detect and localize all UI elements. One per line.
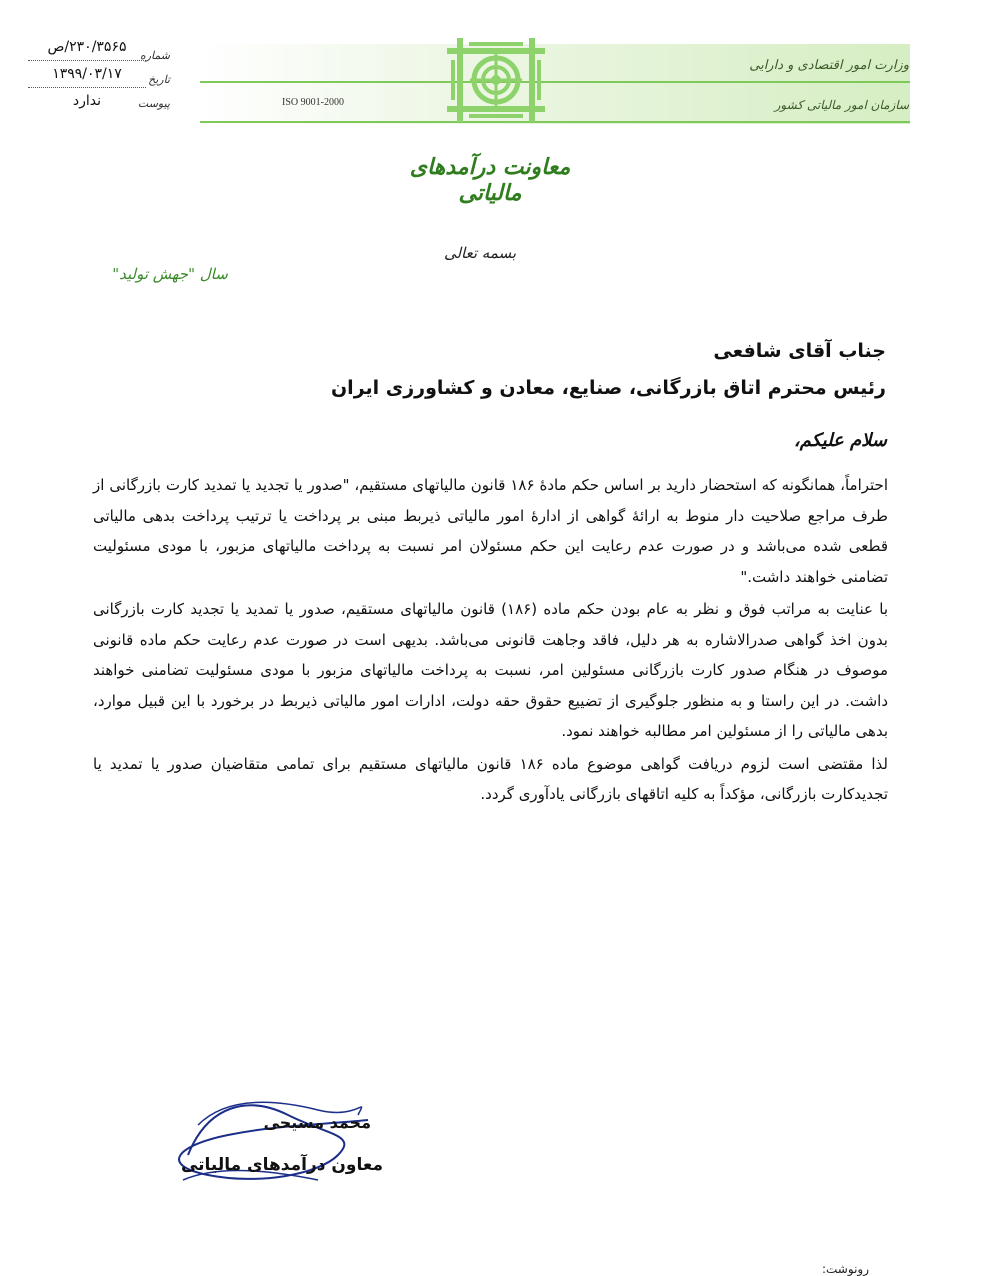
handwritten-signature [168, 1085, 378, 1195]
letter-body [93, 470, 888, 810]
header-band [200, 44, 910, 124]
recipient-title: رئیس محترم اتاق بازرگانی، صنایع، معادن و کشاورزی ایران [330, 377, 886, 399]
body-paragraph-1: احتراماً، همانگونه که استحضار دارید بر اساس حکم مادهٔ ۱۸۶ قانون مالیاتهای مستقیم، "صدور یا تجدید یا تمدید کارت بازرگانی از طرف مراجع صلاحیت دار منوط به ارائهٔ گواهی از ادارهٔ امور مالیاتی ذیربط مبنی بر پرداخت یا ترتیب پرداخت بدهی مالیاتی قطعی شده می‌باشد و در صورت عدم رعایت این حکم مسئولان امر نسبت به پرداخت مالیاتهای مزبور، با مودی مسئولیت تضامنی خواهند داشت." [93, 476, 888, 586]
bismillah: بسمه تعالی [443, 244, 517, 262]
header-divider-bottom [200, 121, 910, 123]
letter-meta-labels [137, 44, 170, 116]
body-paragraph-3: لذا مقتضی است لزوم دریافت گواهی موضوع ماده ۱۸۶ قانون مالیاتهای مستقیم برای تمامی متقاضیان صدور یا تمدید یا تجدیدکارت بازرگانی، مؤکداً به کلیه اتاقهای بازرگانی یادآوری گردد. [93, 754, 888, 803]
letter-attachment: ندارد [72, 93, 102, 109]
letter-date: ۱۳۹۹/۰۳/۱۷ [28, 61, 146, 88]
department-title: معاونت درآمدهای مالیاتی [409, 154, 571, 206]
iran-tax-organization-emblem-icon [447, 38, 545, 122]
letter-meta-values [28, 34, 146, 114]
letter-number: ۲۳۰/۳۵۶۵/ص [28, 34, 146, 61]
signatory-name: محمد مسیحی [263, 1113, 371, 1132]
footer-fragment: رونوشت: [821, 1262, 869, 1276]
signatory-title: معاون درآمدهای مالیاتی [180, 1155, 383, 1175]
greeting: سلام علیکم، [793, 430, 887, 451]
ministry-name: وزارت امور اقتصادی و دارایی [749, 58, 909, 73]
body-paragraph-2: با عنایت به مراتب فوق و نظر به عام بودن حکم ماده (۱۸۶) قانون مالیاتهای مستقیم، صدور یا تمدید یا تجدید کارت بازرگانی بدون اخذ گواهی صدرالاشاره به هر دلیل، فاقد وجاهت قانونی می‌باشد. بدیهی است در صورت عدم رعایت حکم ماده قانونی موصوف در هنگام صدور کارت بازرگانی مسئولین امر، نسبت به پرداخت مالیاتهای مزبور با مودی مسئولیت تضامنی خواهند داشت. در این راستا و به منظور جلوگیری از تضییع حقوق حقه دولت، ادارات امور مالیاتی ذیربط در برخورد با این قبیل موارد، بدهی مالیاتی را از مسئولین امر مطالبه خواهند نمود. [93, 600, 888, 740]
header-divider-top [200, 81, 910, 83]
number-label: شماره [139, 49, 170, 62]
year-slogan: سال "جهش تولید" [112, 265, 228, 283]
date-label: تاریخ [148, 73, 170, 86]
organization-name: سازمان امور مالیاتی کشور [774, 98, 909, 112]
attachment-label: پیوست [137, 97, 170, 110]
recipient-name: جناب آقای شافعی [713, 340, 886, 362]
iso-label: ISO 9001-2000 [282, 97, 344, 108]
